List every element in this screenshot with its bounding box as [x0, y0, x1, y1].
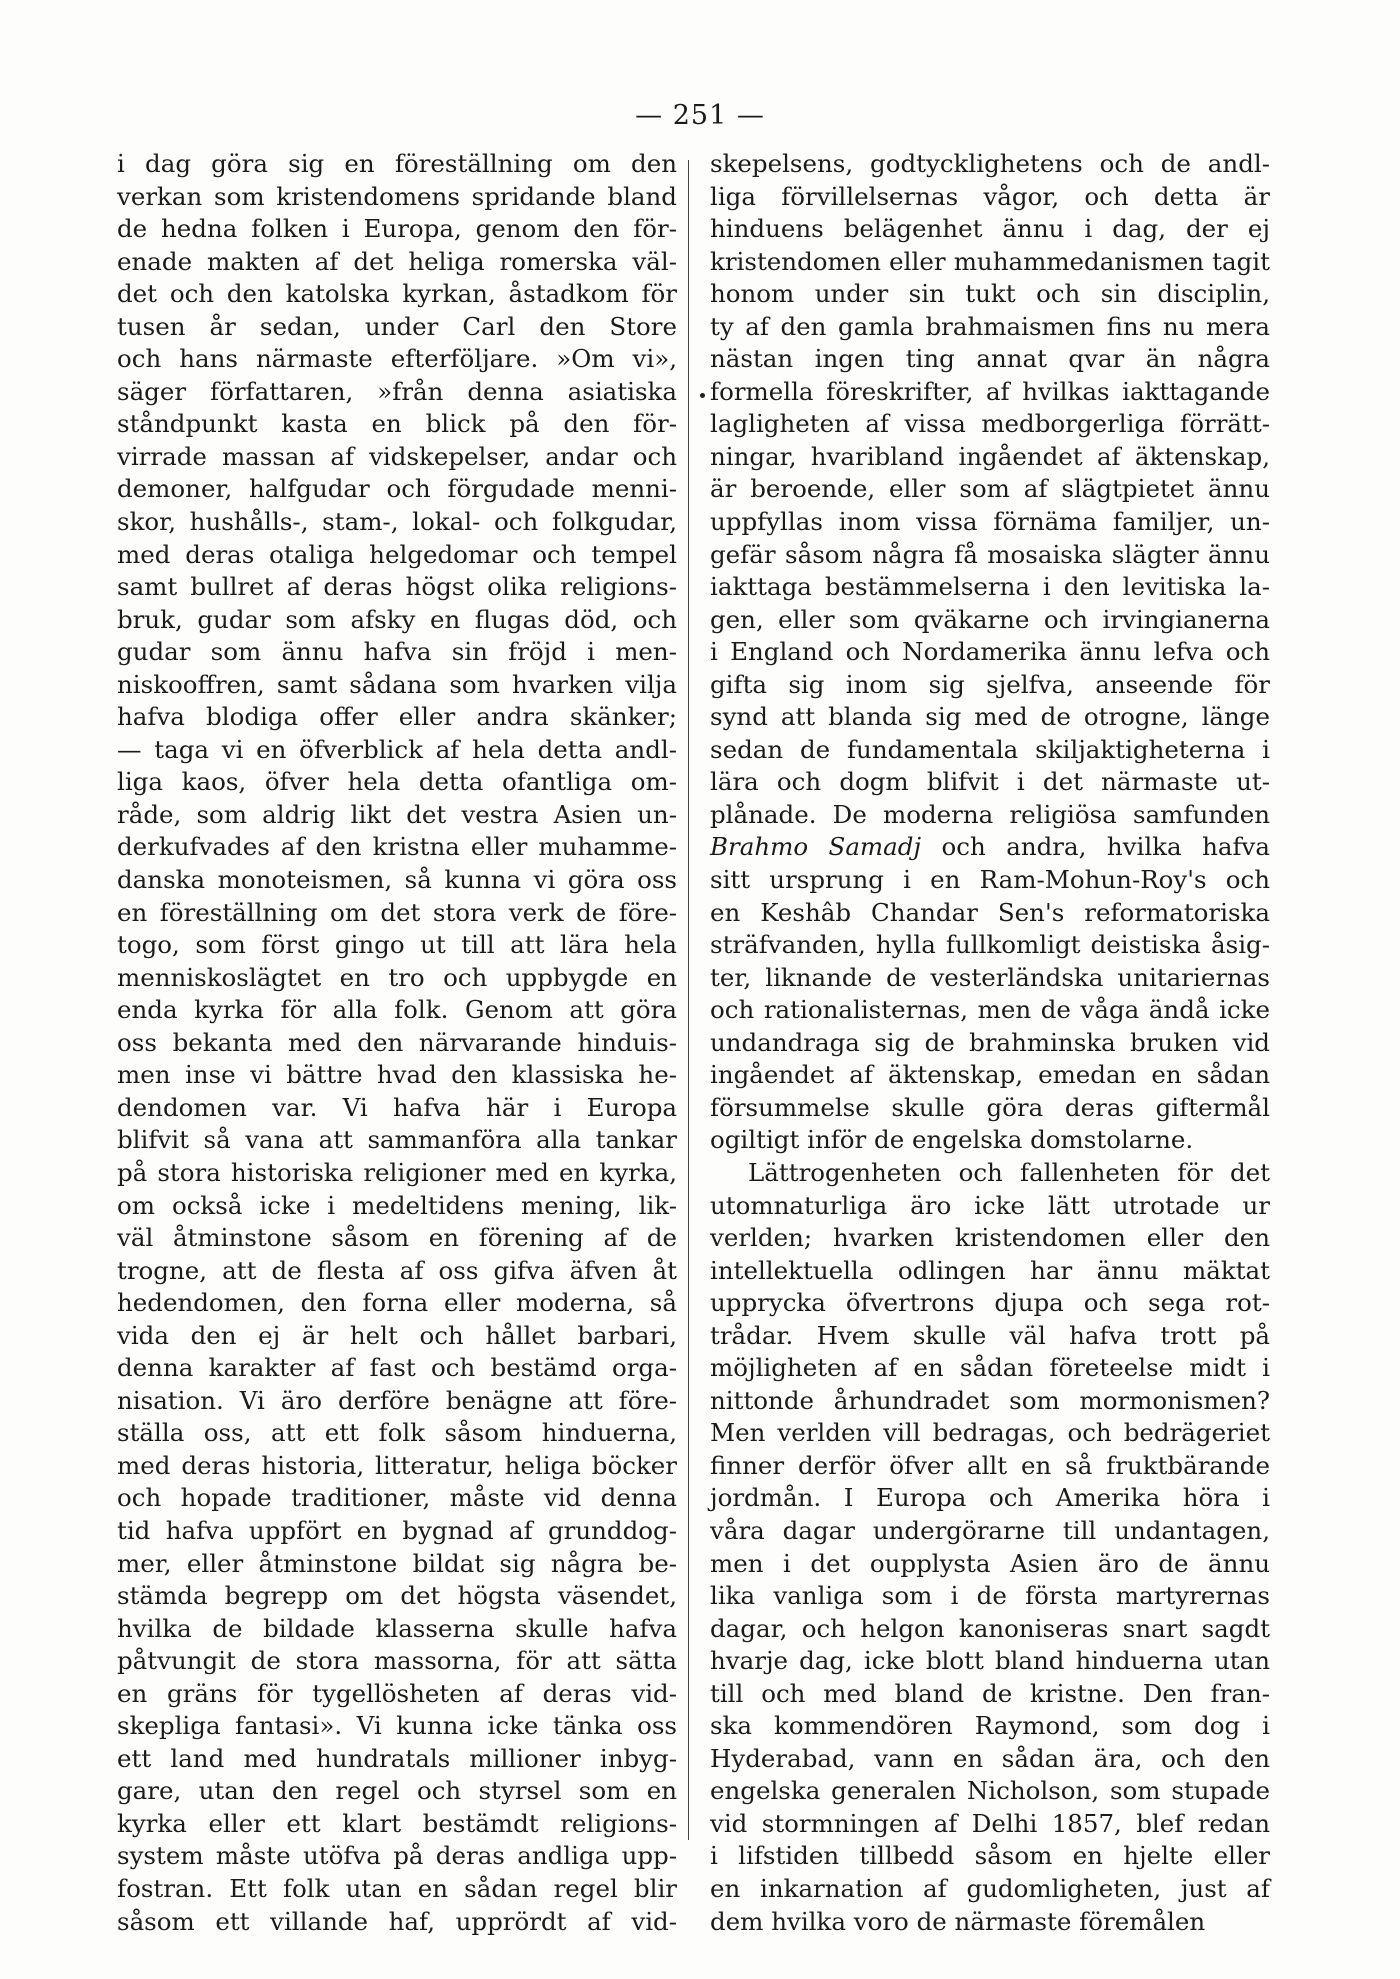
text-line: nästan ingen ting annat qvar än några — [710, 344, 1270, 374]
text-line: — taga vi en öfverblick af hela detta andl- — [117, 734, 677, 764]
text-line: lära och dogm blifvit i det närmaste ut- — [710, 767, 1270, 797]
text-line: försummelse skulle göra deras giftermål — [710, 1092, 1270, 1122]
text-line: menniskoslägtet en tro och uppbygde en — [117, 962, 677, 992]
text-line: det och den katolska kyrkan, åstadkom för — [117, 279, 677, 309]
text-line: ty af den gamla brahmaismen fins nu mera — [710, 311, 1270, 341]
text-line: verkan som kristendomens spridande bland — [117, 181, 677, 211]
text-line: trådar. Hvem skulle väl hafva trott på — [710, 1320, 1270, 1350]
text-line: i England och Nordamerika ännu lefva och — [710, 637, 1270, 667]
text-line: dem hvilka voro de närmaste föremålen — [710, 1906, 1206, 1936]
text-line: iakttaga bestämmelserna i den levitiska la- — [710, 572, 1270, 602]
text-line: sitt ursprung i en Ram-Mohun-Roy's och — [710, 865, 1270, 895]
text-line: jordmån. I Europa och Amerika höra i — [710, 1483, 1270, 1513]
text-line: lagligheten af vissa medborgerliga förrätt- — [710, 409, 1270, 439]
text-line: engelska generalen Nicholson, som stupade — [710, 1776, 1270, 1806]
text-line: undandraga sig de brahminska bruken vid — [710, 1027, 1270, 1057]
text-line: ogiltigt inför de engelska domstolarne. — [710, 1125, 1194, 1155]
text-line: gudar som ännu hafva sin fröjd i men- — [117, 637, 677, 667]
text-line: bruk, gudar som afsky en flugas död, och — [117, 604, 677, 634]
italic-term: Brahmo Samadj — [710, 832, 922, 862]
text-line: är beroende, eller som af slägtpietet ännu — [710, 474, 1270, 504]
text-line: honom under sin tukt och sin disciplin, — [710, 279, 1270, 309]
text-line: ett land med hundratals millioner inbyg- — [117, 1743, 677, 1773]
text-line: ska kommendören Raymond, som dog i — [710, 1711, 1270, 1741]
text-line: men i det oupplysta Asien äro de ännu — [710, 1548, 1270, 1578]
text-line: skepliga fantasi». Vi kunna icke tänka oss — [117, 1711, 677, 1741]
text-line: ningar, hvaribland ingåendet af äktenskap, — [710, 441, 1270, 471]
text-line: gen, eller som qväkarne och irvingianerna — [710, 604, 1270, 634]
text-line: ingåendet af äktenskap, emedan en sådan — [710, 1060, 1270, 1090]
text-line: de hedna folken i Europa, genom den för- — [117, 214, 677, 244]
text-line: dagar, och helgon kanoniseras snart sagdt — [710, 1613, 1270, 1643]
text-line: ter, liknande de vesterländska unitariernas — [710, 962, 1270, 992]
right-column — [710, 148, 1270, 1938]
text-line: säger författaren, »från denna asiatiska — [117, 376, 677, 406]
text-line: ställa oss, att ett folk såsom hinduerna, — [117, 1418, 677, 1448]
text-line: Hyderabad, vann en sådan ära, och den — [710, 1743, 1270, 1773]
text-line: en gräns för tygellösheten af deras vid- — [117, 1678, 677, 1708]
text-line: en inkarnation af gudomligheten, just af — [710, 1873, 1270, 1903]
text-line: gifta sig inom sig sjelfva, anseende för — [710, 669, 1270, 699]
text-line: och rationalisternas, men de våga ändå icke — [710, 995, 1270, 1025]
text-line: väl åtminstone såsom en förening af de — [117, 1223, 677, 1253]
text-line: trogne, att de flesta af oss gifva äfven åt — [117, 1255, 677, 1285]
text-line: virrade massan af vidskepelser, andar och — [117, 441, 677, 471]
text-line: stämda begrepp om det högsta väsendet, — [117, 1581, 677, 1611]
text-line: liga förvillelsernas vågor, och detta är — [710, 181, 1270, 211]
text-line: råde, som aldrig likt det vestra Asien un- — [117, 799, 677, 829]
text-line: lika vanliga som i de första martyrernas — [710, 1581, 1270, 1611]
text-line: hafva blodiga offer eller andra skänker; — [117, 702, 677, 732]
text-line: uppfyllas inom vissa förnäma familjer, un- — [710, 507, 1270, 537]
text-line: enade makten af det heliga romerska väl- — [117, 246, 677, 276]
text-line: enda kyrka för alla folk. Genom att göra — [117, 995, 677, 1025]
text-line: blifvit så vana att sammanföra alla tankar — [117, 1125, 677, 1155]
text-line: oss bekanta med den närvarande hinduis- — [117, 1027, 677, 1057]
text-line: en föreställning om det stora verk de före- — [117, 897, 677, 927]
text-line: vid stormningen af Delhi 1857, blef redan — [710, 1808, 1270, 1838]
text-line: danska monoteismen, så kunna vi göra oss — [117, 865, 677, 895]
text-line: ståndpunkt kasta en blick på den för- — [117, 409, 677, 439]
text-line: demoner, halfgudar och förgudade menni- — [117, 474, 677, 504]
text-line: denna karakter af fast och bestämd orga- — [117, 1353, 677, 1383]
text-line: formella föreskrifter, af hvilkas iakttagande — [710, 376, 1270, 406]
text-line: Men verlden vill bedragas, och bedrägeriet — [710, 1418, 1270, 1448]
text-line: kristendomen eller muhammedanismen tagit — [710, 246, 1270, 276]
text-line: och hopade traditioner, måste vid denna — [117, 1483, 677, 1513]
text-line: verlden; hvarken kristendomen eller den — [710, 1223, 1270, 1253]
text-line: men inse vi bättre hvad den klassiska he- — [117, 1060, 677, 1090]
page-number: — 251 — — [635, 100, 765, 131]
text-line: fostran. Ett folk utan en sådan regel blir — [117, 1873, 677, 1903]
text-line: tusen år sedan, under Carl den Store — [117, 311, 677, 341]
text-line: togo, som först gingo ut till att lära hela — [117, 930, 677, 960]
text-line: nisation. Vi äro derföre benägne att före- — [117, 1385, 677, 1415]
text-line: påtvungit de stora massorna, för att sätta — [117, 1646, 677, 1676]
text-line: sedan de fundamentala skiljaktigheterna i — [710, 734, 1270, 764]
text-line: synd att blanda sig med de otrogne, länge — [710, 702, 1270, 732]
text-line: såsom ett villande haf, upprördt af vid- — [117, 1906, 677, 1936]
text-line: hvarje dag, icke blott bland hinduerna utan — [710, 1646, 1270, 1676]
text-line: niskooffren, samt sådana som hvarken vilja — [117, 669, 677, 699]
text-line: med deras historia, litteratur, heliga böcker — [117, 1450, 677, 1480]
text-line: Brahmo Samadj och andra, hvilka hafva — [710, 832, 1270, 862]
text-line: finner derför öfver allt en så fruktbärande — [710, 1450, 1270, 1480]
text-line: gefär såsom några få mosaiska slägter ännu — [710, 539, 1270, 569]
text-line: samt bullret af deras högst olika religions- — [117, 572, 677, 602]
text-line: system måste utöfva på deras andliga upp- — [117, 1841, 677, 1871]
text-line: om också icke i medeltidens mening, lik- — [117, 1190, 677, 1220]
text-line: på stora historiska religioner med en kyrka, — [117, 1157, 677, 1187]
text-line: Lättrogenheten och fallenheten för det — [748, 1157, 1270, 1187]
text-line: sträfvanden, hylla fullkomligt deistiska åsig- — [710, 930, 1270, 960]
text-line: i dag göra sig en föreställning om den — [117, 149, 677, 178]
text-line: med deras otaliga helgedomar och tempel — [117, 539, 677, 569]
text-line: till och med bland de kristne. Den fran- — [710, 1678, 1270, 1708]
text-line: en Keshâb Chandar Sen's reformatoriska — [710, 897, 1270, 927]
text-line: och hans närmaste efterföljare. »Om vi», — [117, 344, 677, 374]
text-line: mer, eller åtminstone bildat sig några be- — [117, 1548, 677, 1578]
column-divider — [688, 160, 689, 1840]
left-column — [117, 148, 677, 1938]
text-line: hinduens belägenhet ännu i dag, der ej — [710, 214, 1270, 244]
text-line: skor, hushålls-, stam-, lokal- och folkgudar, — [117, 507, 677, 537]
text-line: i lifstiden tillbedd såsom en hjelte eller — [710, 1841, 1270, 1871]
text-line: plånade. De moderna religiösa samfunden — [710, 799, 1270, 829]
text-line: utomnaturliga äro icke lätt utrotade ur — [710, 1190, 1270, 1220]
text-line: kyrka eller ett klart bestämdt religions- — [117, 1808, 677, 1838]
text-line: tid hafva uppfört en bygnad af grunddog- — [117, 1515, 677, 1545]
text-line: vida den ej är helt och hållet barbari, — [117, 1320, 677, 1350]
text-line: liga kaos, öfver hela detta ofantliga om- — [117, 767, 677, 797]
text-line: upprycka öfvertrons djupa och sega rot- — [710, 1288, 1270, 1318]
text-line: nittonde århundradet som mormonismen? — [710, 1385, 1270, 1415]
text-line: intellektuella odlingen har ännu mäktat — [710, 1255, 1270, 1285]
text-line: skepelsens, godtycklighetens och de andl- — [710, 149, 1270, 178]
text-line: hvilka de bildade klasserna skulle hafva — [117, 1613, 677, 1643]
text-line: hedendomen, den forna eller moderna, så — [117, 1288, 677, 1318]
text-line: dendomen var. Vi hafva här i Europa — [117, 1092, 677, 1122]
text-line: möjligheten af en sådan företeelse midt i — [710, 1353, 1270, 1383]
margin-dot — [700, 393, 705, 398]
text-line: våra dagar undergörarne till undantagen, — [710, 1515, 1270, 1545]
text-line: gare, utan den regel och styrsel som en — [117, 1776, 677, 1806]
text-line: derkufvades af den kristna eller muhamme- — [117, 832, 677, 862]
